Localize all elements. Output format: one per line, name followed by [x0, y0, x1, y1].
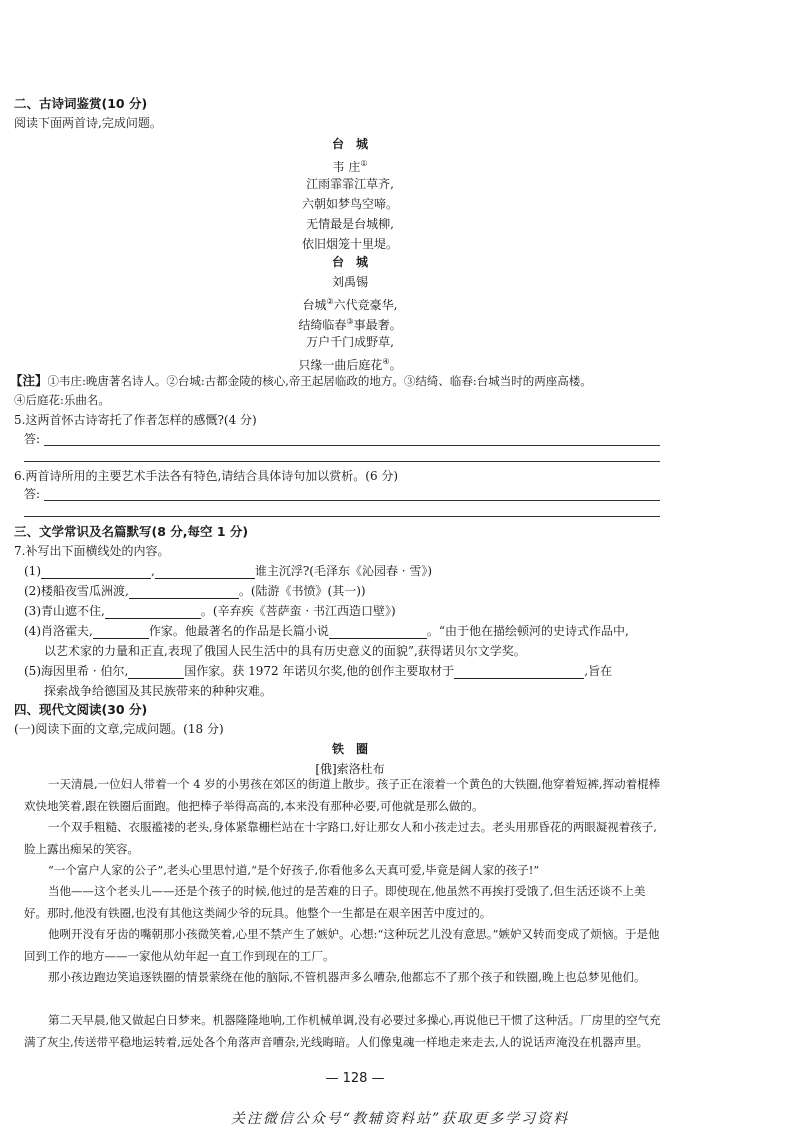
fill-blank[interactable] — [41, 566, 151, 579]
answer-label: 答: — [24, 487, 41, 501]
poem1-line: 依旧烟笼十里堤。 — [301, 237, 398, 251]
answer-line[interactable] — [24, 461, 660, 462]
article-paragraph: 第二天早晨,他又做起白日梦来。机器隆隆地响,工作机械单调,没有必要过多操心,再说他已干惯了这种活。厂房里的空气充满了灰尘,传送带平稳地运转着,远处各个角落声音嘈杂,光线晦暗。人们像鬼魂一样地走来走去,人的说话声淹没在机器声里。 — [24, 1013, 661, 1049]
article-paragraph: 当他——这个老头儿——还是个孩子的时候,他过的是苦难的日子。即使现在,他虽然不再挨打受饿了,但生活还谈不上美好。那时,他没有铁圈,也没有其他这类阔少爷的玩具。他整个一生都是在艰辛困苦中度过的。 — [24, 884, 646, 920]
question-6: 6.两首诗所用的主要艺术手法各有特色,请结合具体诗句加以赏析。(6 分) — [14, 469, 399, 483]
poem1-line: 江雨霏霏江草齐, — [306, 177, 394, 191]
poem-notes-cont: ④后庭花:乐曲名。 — [14, 393, 110, 407]
footer-watermark: 关注微信公众号“教辅资料站”获取更多学习资料 — [230, 1111, 570, 1127]
answer-line[interactable] — [44, 445, 660, 446]
article-paragraph: 那小孩边跑边笑追逐铁圈的情景萦绕在他的脑际,不管机器声多么嘈杂,他都忘不了那个孩子和铁圈,晚上也总梦见他们。 — [48, 970, 646, 984]
poem2-line: 台城②六代竞豪华, — [302, 297, 398, 312]
poem2-line: 只缘一曲后庭花④。 — [298, 357, 402, 372]
answer-line[interactable] — [24, 516, 660, 517]
fill-item-4: (4)肖洛霍夫, 作家。他最著名的作品是长篇小说 。“由于他在描绘顿河的史诗式作品中, — [24, 624, 629, 638]
article-paragraph: 一个双手粗糙、衣服褴褛的老头,身体紧靠栅栏站在十字路口,好让那女人和小孩走过去。老头用那昏花的两眼凝视着孩子,脸上露出痴呆的笑容。 — [24, 820, 657, 856]
article-title: 铁 圈 — [331, 742, 368, 756]
poem1-author: 韦 庄① — [332, 159, 368, 174]
fill-blank[interactable] — [128, 666, 184, 679]
question-5: 5.这两首怀古诗寄托了作者怎样的感慨?(4 分) — [14, 413, 257, 427]
fill-item-5-cont: 探索战争给德国及其民族带来的种种灾难。 — [44, 684, 273, 698]
section3-title: 三、文学常识及名篇默写(8 分,每空 1 分) — [14, 524, 249, 539]
section2-title: 二、古诗词鉴赏(10 分) — [14, 96, 148, 111]
poem-notes: 【注】①韦庄:晚唐著名诗人。②台城:古都金陵的核心,帝王起居临政的地方。③结绮、临春:台城当时的两座高楼。 — [10, 373, 592, 388]
section4-sub: (一)阅读下面的文章,完成问题。(18 分) — [14, 722, 224, 736]
fill-blank[interactable] — [129, 586, 239, 599]
section4-title: 四、现代文阅读(30 分) — [14, 702, 148, 717]
article-paragraph: 一天清晨,一位妇人带着一个 4 岁的小男孩在郊区的街道上散步。孩子正在滚着一个黄色的大铁圈,他穿着短裤,挥动着棍棒欢快地笑着,跟在铁圈后面跑。他把棒子举得高高的,本来没有那种必要,可他就是那么做的。 — [24, 777, 661, 813]
page-number: — 128 — — [325, 1071, 385, 1086]
answer-line[interactable] — [44, 500, 660, 501]
fill-item-1: (1) , 谁主沉浮?(毛泽东《沁园春 · 雪》) — [24, 564, 433, 578]
fill-blank[interactable] — [105, 606, 201, 619]
poem2-line: 结绮临春③事最奢。 — [298, 317, 402, 332]
fill-item-4-cont: 以艺术家的力量和正直,表现了俄国人民生活中的具有历史意义的面貌”,获得诺贝尔文学奖。 — [44, 644, 526, 658]
poem2-line: 万户千门成野草, — [306, 335, 394, 349]
fill-item-3: (3)青山遮不住, 。(辛弃疾《菩萨蛮 · 书江西造口壁》) — [24, 604, 396, 618]
fill-blank[interactable] — [93, 626, 149, 639]
fill-blank[interactable] — [454, 666, 584, 679]
poem2-author: 刘禹锡 — [331, 275, 368, 289]
section2-intro: 阅读下面两首诗,完成问题。 — [14, 116, 162, 130]
fill-blank[interactable] — [329, 626, 427, 639]
article-author: [俄]索洛杜布 — [315, 762, 385, 776]
article-paragraph: “一个富户人家的公子”,老头心里思忖道,“是个好孩子,你看他多么天真可爱,毕竟是阔人家的孩子!” — [48, 863, 540, 877]
poem2-title: 台 城 — [331, 255, 368, 269]
question-7: 7.补写出下面横线处的内容。 — [14, 544, 170, 558]
fill-blank[interactable] — [155, 566, 255, 579]
poem1-title: 台 城 — [331, 137, 368, 151]
poem1-line: 六朝如梦鸟空啼。 — [301, 197, 398, 211]
fill-item-5: (5)海因里希 · 伯尔, 国作家。获 1972 年诺贝尔奖,他的创作主要取材于 ,旨在 — [24, 664, 613, 678]
fill-item-2: (2)楼船夜雪瓜洲渡, 。(陆游《书愤》(其一)) — [24, 584, 366, 598]
poem1-line: 无情最是台城柳, — [306, 217, 394, 231]
article-paragraph: 他咧开没有牙齿的嘴朝那小孩微笑着,心里不禁产生了嫉妒。心想:“这种玩艺儿没有意思。”嫉妒又转而变成了烦恼。于是他回到工作的地方——一家他从幼年起一直工作到现在的工厂。 — [24, 927, 660, 963]
answer-label: 答: — [24, 432, 41, 446]
